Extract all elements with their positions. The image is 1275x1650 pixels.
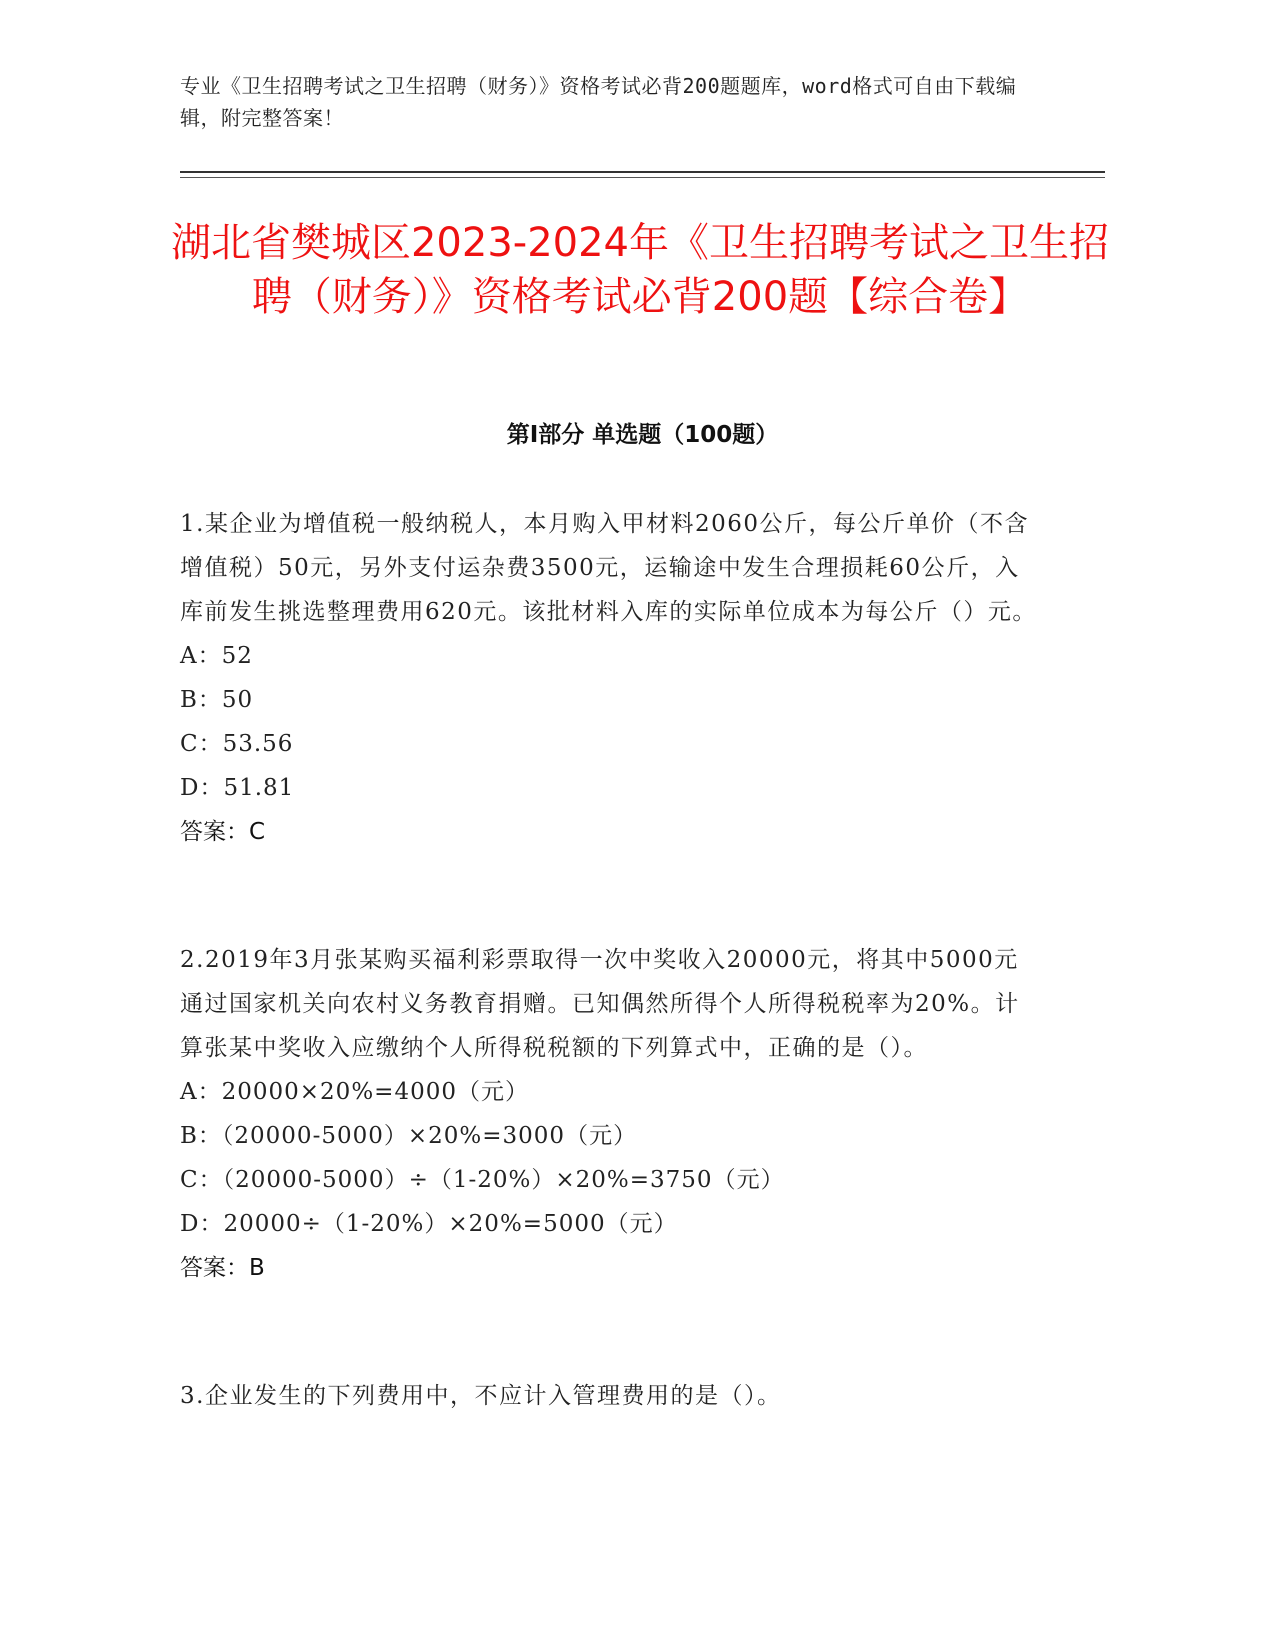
question-2 (180, 938, 1040, 1290)
option-c: C：53.56 (180, 731, 294, 757)
option-b: B：（20000-5000）×20%=3000（元） (180, 1123, 638, 1149)
option-a: A：20000×20%=4000（元） (180, 1079, 529, 1105)
answer: 答案：C (180, 819, 266, 845)
document-title: 湖北省樊城区2023-2024年《卫生招聘考试之卫生招聘（财务）》资格考试必背200题【综合卷】 (170, 220, 1110, 320)
question-3 (180, 1374, 1040, 1418)
section-title: 第Ⅰ部分 单选题（100题） (506, 422, 779, 448)
option-b: B：50 (180, 687, 254, 713)
header-rule-thin (180, 177, 1105, 178)
question-stem: 3.企业发生的下列费用中，不应计入管理费用的是（）。 (180, 1383, 782, 1409)
header-rule-thick (180, 171, 1105, 173)
question-stem: 2.2019年3月张某购买福利彩票取得一次中奖收入20000元，将其中5000元通过国家机关向农村义务教育捐赠。已知偶然所得个人所得税税率为20%。计算张某中奖收入应缴纳个人所得税税额的下列算式中，正确的是（）。 (180, 947, 1020, 1061)
answer: 答案：B (180, 1255, 265, 1281)
option-c: C：（20000-5000）÷（1-20%）×20%=3750（元） (180, 1167, 785, 1193)
question-stem: 1.某企业为增值税一般纳税人，本月购入甲材料2060公斤，每公斤单价（不含增值税）50元，另外支付运杂费3500元，运输途中发生合理损耗60公斤，入库前发生挑选整理费用620元。该批材料入库的实际单位成本为每公斤（）元。 (180, 511, 1037, 625)
question-1 (180, 502, 1040, 854)
header-note: 专业《卫生招聘考试之卫生招聘（财务）》资格考试必背200题题库，word格式可自由下载编辑，附完整答案！ (180, 74, 1017, 130)
option-a: A：52 (180, 643, 253, 669)
option-d: D：20000÷（1-20%）×20%=5000（元） (180, 1211, 678, 1237)
option-d: D：51.81 (180, 775, 295, 801)
